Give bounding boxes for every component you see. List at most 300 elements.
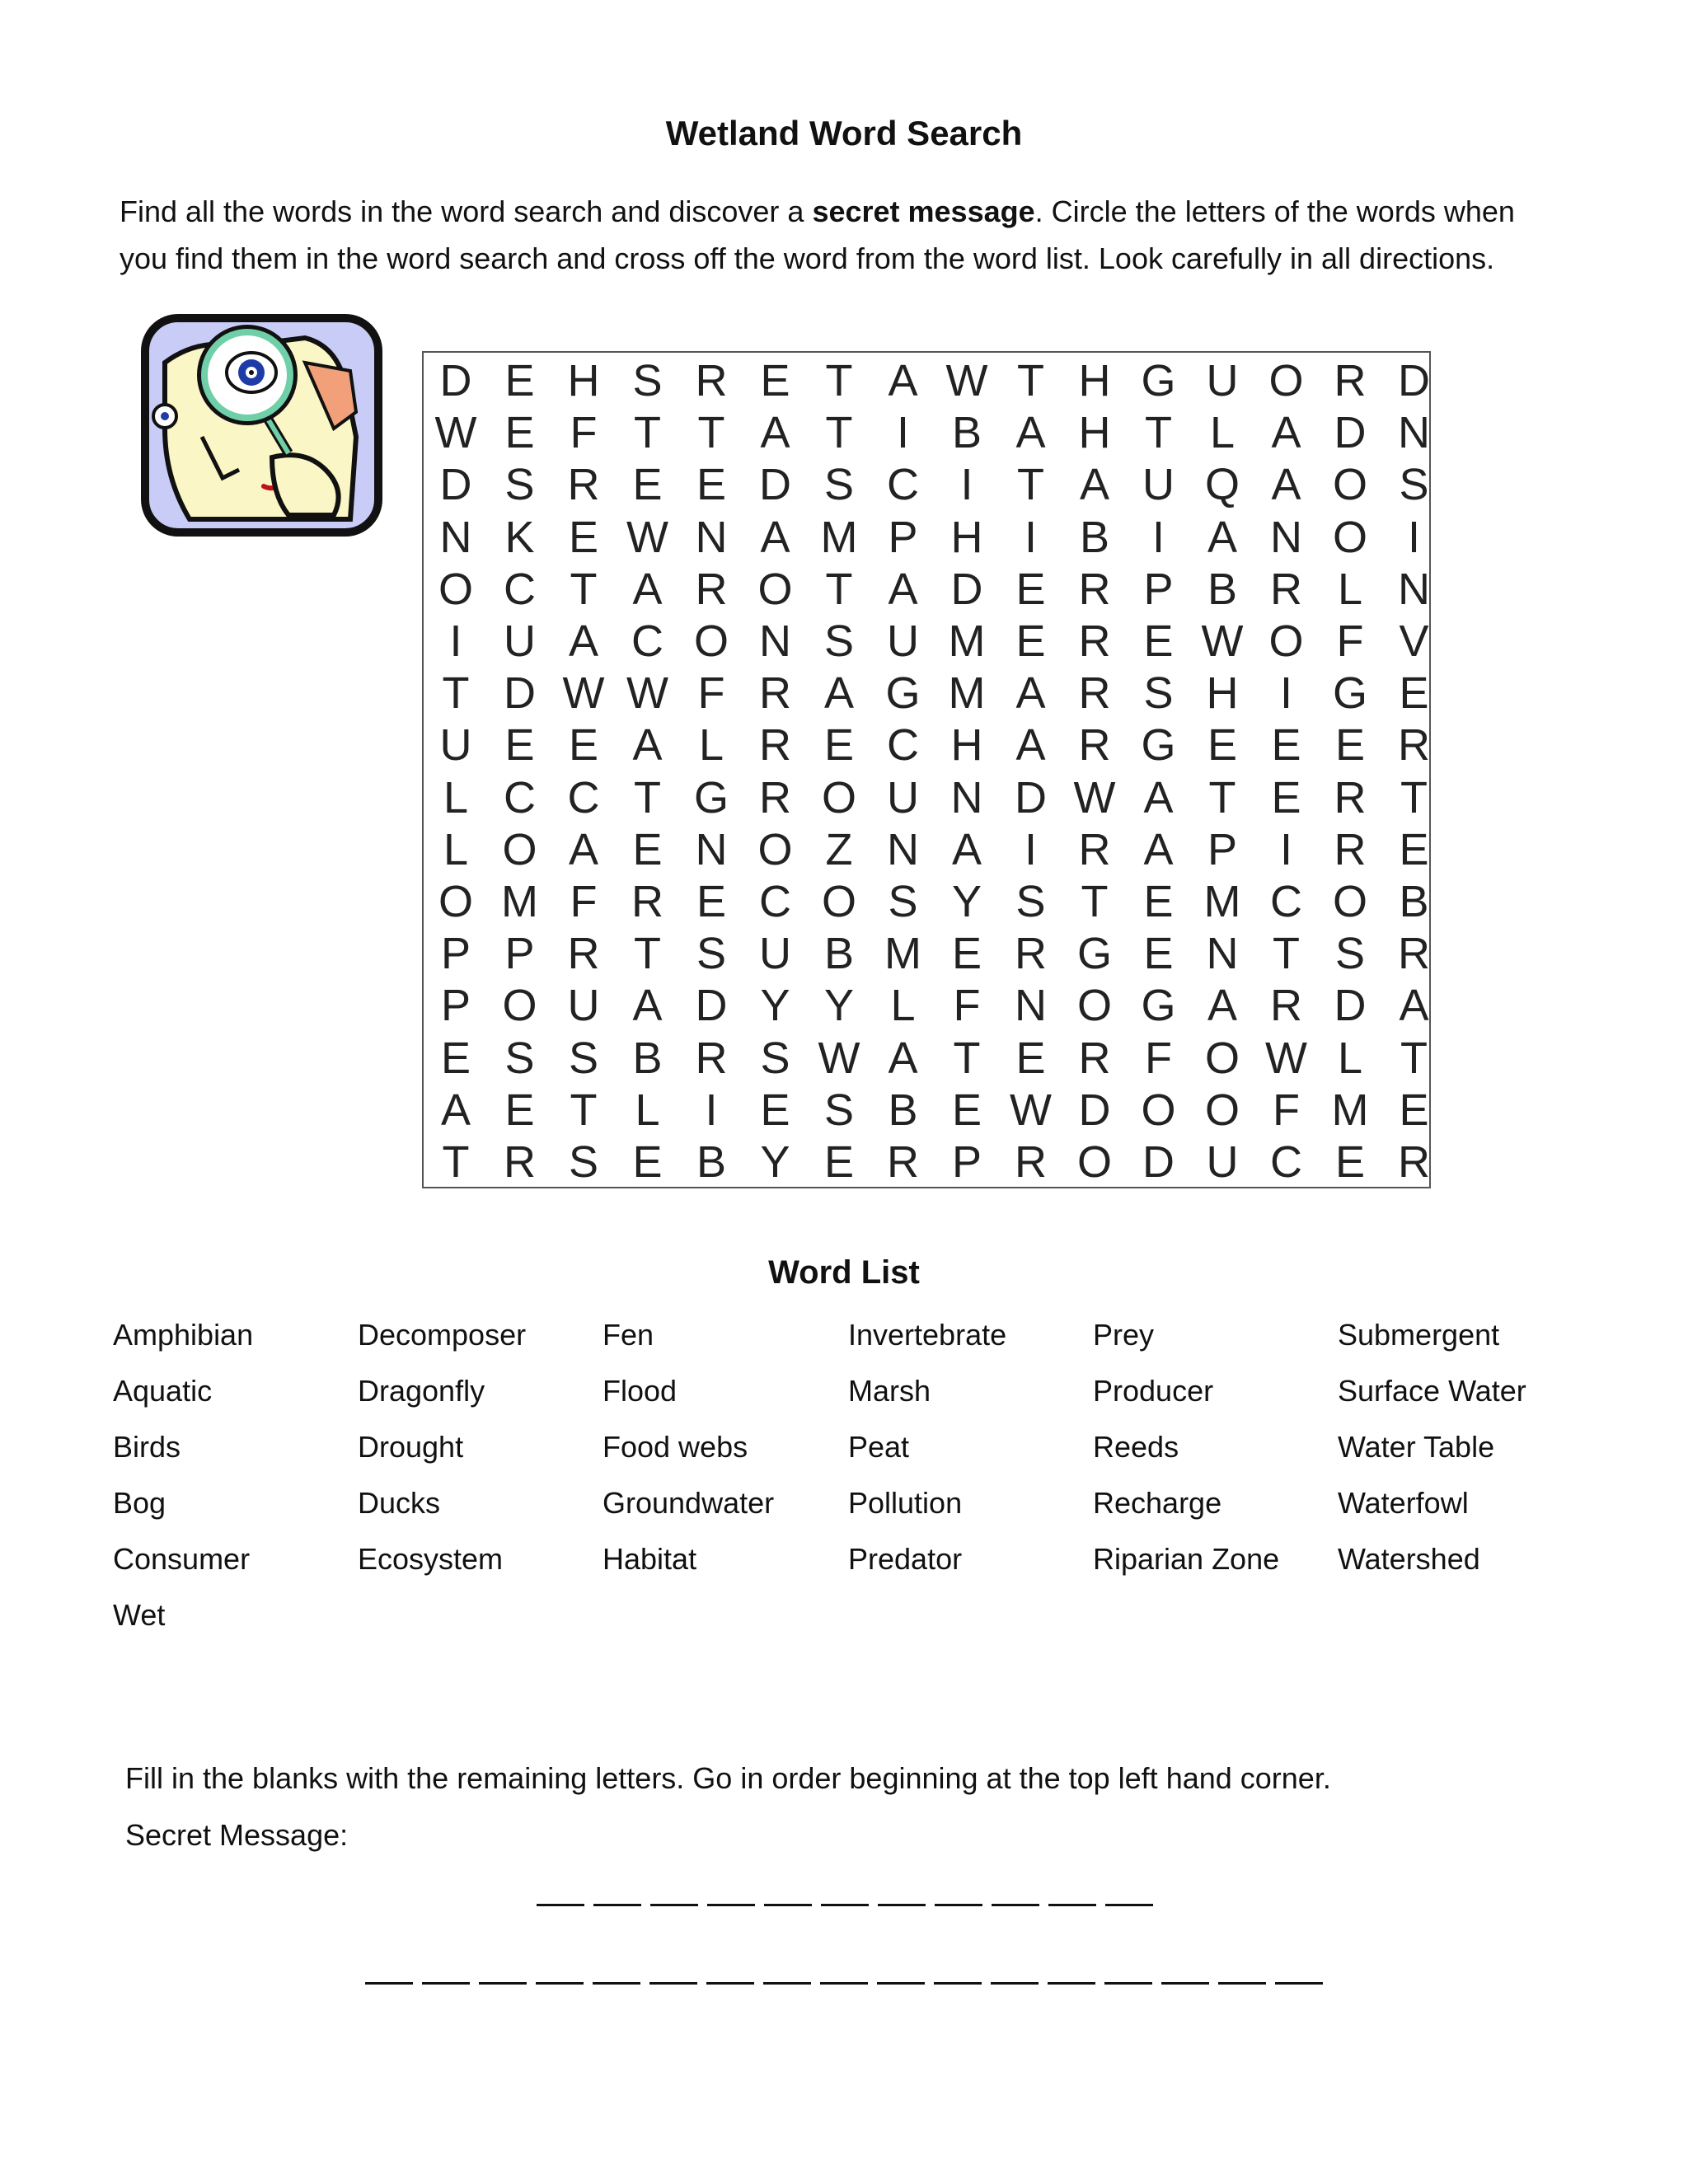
grid-letter[interactable]: E bbox=[568, 720, 599, 771]
grid-letter[interactable]: L bbox=[443, 772, 469, 823]
grid-letter[interactable]: A bbox=[632, 981, 663, 1031]
grid-letter[interactable]: A bbox=[1079, 460, 1110, 510]
grid-letter[interactable]: E bbox=[696, 877, 727, 926]
grid-letter[interactable]: E bbox=[632, 824, 663, 874]
grid-letter[interactable]: L bbox=[890, 981, 916, 1031]
word-list-item[interactable]: Marsh bbox=[848, 1374, 931, 1408]
grid-letter[interactable]: R bbox=[759, 668, 791, 719]
grid-letter[interactable]: N bbox=[759, 616, 791, 666]
secret-letter-blank[interactable] bbox=[706, 1982, 754, 1985]
grid-letter[interactable]: E bbox=[1399, 824, 1429, 874]
grid-letter[interactable]: H bbox=[1206, 668, 1239, 719]
grid-letter[interactable]: A bbox=[1399, 981, 1429, 1031]
grid-letter[interactable]: R bbox=[1398, 929, 1430, 979]
grid-letter[interactable]: E bbox=[1399, 1085, 1429, 1135]
grid-letter[interactable]: M bbox=[948, 668, 986, 719]
grid-letter[interactable]: E bbox=[951, 1085, 982, 1135]
grid-letter[interactable]: N bbox=[1015, 981, 1047, 1031]
grid-letter[interactable]: R bbox=[1398, 720, 1430, 771]
secret-letter-blank[interactable] bbox=[764, 1904, 812, 1906]
grid-letter[interactable]: V bbox=[1399, 616, 1429, 666]
secret-letter-blank[interactable] bbox=[650, 1904, 698, 1906]
word-list-item[interactable]: Birds bbox=[113, 1430, 181, 1464]
grid-letter[interactable]: R bbox=[567, 460, 600, 510]
grid-letter[interactable]: H bbox=[567, 356, 600, 405]
grid-letter[interactable]: E bbox=[1207, 720, 1238, 771]
grid-letter[interactable]: S bbox=[568, 1137, 599, 1187]
grid-letter[interactable]: B bbox=[888, 1085, 918, 1135]
grid-letter[interactable]: E bbox=[823, 720, 855, 771]
grid-letter[interactable]: S bbox=[1334, 929, 1366, 979]
grid-letter[interactable]: M bbox=[1331, 1085, 1369, 1135]
grid-letter[interactable]: T bbox=[1400, 1033, 1428, 1083]
grid-letter[interactable]: T bbox=[634, 408, 661, 458]
grid-letter[interactable]: M bbox=[820, 512, 858, 562]
grid-letter[interactable]: W bbox=[626, 512, 668, 562]
grid-letter[interactable]: R bbox=[1015, 929, 1047, 979]
word-list-item[interactable]: Submergent bbox=[1338, 1318, 1500, 1352]
grid-letter[interactable]: T bbox=[825, 564, 853, 614]
grid-letter[interactable]: E bbox=[1143, 929, 1174, 979]
grid-letter[interactable]: S bbox=[568, 1033, 599, 1083]
grid-letter[interactable]: T bbox=[1081, 877, 1109, 926]
secret-letter-blank[interactable] bbox=[821, 1904, 869, 1906]
grid-letter[interactable]: R bbox=[1078, 1033, 1111, 1083]
grid-letter[interactable]: O bbox=[1204, 1085, 1240, 1135]
secret-letter-blank[interactable] bbox=[1218, 1982, 1266, 1985]
grid-letter[interactable]: S bbox=[888, 877, 918, 926]
grid-letter[interactable]: A bbox=[1271, 408, 1301, 458]
grid-letter[interactable]: R bbox=[1334, 772, 1367, 823]
grid-letter[interactable]: N bbox=[695, 512, 728, 562]
secret-letter-blank[interactable] bbox=[593, 1982, 640, 1985]
word-list-item[interactable]: Recharge bbox=[1093, 1486, 1222, 1520]
secret-letter-blank[interactable] bbox=[1161, 1982, 1209, 1985]
grid-letter[interactable]: W bbox=[562, 668, 605, 719]
grid-letter[interactable]: N bbox=[1270, 512, 1302, 562]
grid-letter[interactable]: A bbox=[888, 356, 918, 405]
grid-letter[interactable]: A bbox=[760, 408, 790, 458]
word-list-item[interactable]: Habitat bbox=[603, 1542, 697, 1576]
grid-letter[interactable]: G bbox=[1076, 929, 1112, 979]
grid-letter[interactable]: T bbox=[825, 356, 853, 405]
grid-letter[interactable]: U bbox=[1206, 356, 1239, 405]
grid-letter[interactable]: P bbox=[888, 512, 918, 562]
word-list-item[interactable]: Reeds bbox=[1093, 1430, 1179, 1464]
grid-letter[interactable]: E bbox=[1271, 720, 1301, 771]
grid-letter[interactable]: O bbox=[1332, 460, 1367, 510]
grid-letter[interactable]: D bbox=[1015, 772, 1047, 823]
secret-letter-blank[interactable] bbox=[763, 1982, 811, 1985]
grid-letter[interactable]: R bbox=[1270, 564, 1302, 614]
word-list-item[interactable]: Wet bbox=[113, 1598, 166, 1632]
grid-letter[interactable]: U bbox=[1206, 1137, 1239, 1187]
grid-letter[interactable]: G bbox=[885, 668, 921, 719]
grid-letter[interactable]: A bbox=[1143, 772, 1174, 823]
grid-letter[interactable]: U bbox=[567, 981, 600, 1031]
grid-letter[interactable]: T bbox=[697, 408, 725, 458]
grid-letter[interactable]: C bbox=[504, 564, 536, 614]
grid-letter[interactable]: T bbox=[1017, 460, 1044, 510]
grid-letter[interactable]: Y bbox=[823, 981, 855, 1031]
grid-letter[interactable]: U bbox=[439, 720, 472, 771]
grid-letter[interactable]: R bbox=[759, 720, 791, 771]
grid-letter[interactable]: R bbox=[631, 877, 663, 926]
grid-letter[interactable]: R bbox=[1270, 981, 1302, 1031]
grid-letter[interactable]: M bbox=[948, 616, 986, 666]
grid-letter[interactable]: T bbox=[570, 1085, 598, 1135]
grid-letter[interactable]: S bbox=[823, 460, 855, 510]
grid-letter[interactable]: W bbox=[1265, 1033, 1307, 1083]
grid-letter[interactable]: N bbox=[887, 824, 919, 874]
secret-letter-blank[interactable] bbox=[536, 1982, 584, 1985]
grid-letter[interactable]: B bbox=[951, 408, 982, 458]
grid-letter[interactable]: A bbox=[951, 824, 982, 874]
grid-letter[interactable]: A bbox=[1143, 824, 1174, 874]
word-list-item[interactable]: Producer bbox=[1093, 1374, 1214, 1408]
secret-letter-blank[interactable] bbox=[649, 1982, 697, 1985]
word-list-item[interactable]: Groundwater bbox=[603, 1486, 775, 1520]
grid-letter[interactable]: E bbox=[1399, 668, 1429, 719]
grid-letter[interactable]: E bbox=[823, 1137, 855, 1187]
grid-letter[interactable]: R bbox=[759, 772, 791, 823]
grid-letter[interactable]: O bbox=[438, 877, 473, 926]
grid-letter[interactable]: S bbox=[1143, 668, 1174, 719]
grid-letter[interactable]: E bbox=[568, 512, 599, 562]
grid-letter[interactable]: T bbox=[442, 1137, 470, 1187]
grid-letter[interactable]: R bbox=[1078, 616, 1111, 666]
grid-letter[interactable]: D bbox=[759, 460, 791, 510]
grid-letter[interactable]: E bbox=[504, 408, 535, 458]
grid-letter[interactable]: U bbox=[887, 616, 919, 666]
word-list-item[interactable]: Prey bbox=[1093, 1318, 1155, 1352]
grid-letter[interactable]: A bbox=[1207, 512, 1238, 562]
grid-letter[interactable]: A bbox=[568, 616, 599, 666]
grid-letter[interactable]: N bbox=[695, 824, 728, 874]
word-list-item[interactable]: Pollution bbox=[848, 1486, 963, 1520]
grid-letter[interactable]: B bbox=[1207, 564, 1238, 614]
grid-letter[interactable]: S bbox=[504, 460, 535, 510]
grid-letter[interactable]: O bbox=[1268, 356, 1304, 405]
grid-letter[interactable]: S bbox=[504, 1033, 535, 1083]
grid-letter[interactable]: H bbox=[950, 720, 983, 771]
grid-letter[interactable]: O bbox=[1332, 512, 1367, 562]
grid-letter[interactable]: O bbox=[438, 564, 473, 614]
grid-letter[interactable]: N bbox=[439, 512, 472, 562]
word-list-item[interactable]: Surface Water bbox=[1338, 1374, 1526, 1408]
grid-letter[interactable]: O bbox=[1076, 981, 1112, 1031]
grid-letter[interactable]: G bbox=[1141, 356, 1176, 405]
grid-letter[interactable]: A bbox=[568, 824, 599, 874]
secret-letter-blank[interactable] bbox=[1048, 1982, 1095, 1985]
grid-letter[interactable]: D bbox=[504, 668, 536, 719]
grid-letter[interactable]: L bbox=[443, 824, 469, 874]
word-list-item[interactable]: Waterfowl bbox=[1338, 1486, 1469, 1520]
grid-letter[interactable]: C bbox=[887, 460, 919, 510]
grid-letter[interactable]: D bbox=[695, 981, 728, 1031]
grid-letter[interactable]: A bbox=[440, 1085, 471, 1135]
grid-letter[interactable]: U bbox=[759, 929, 791, 979]
grid-letter[interactable]: R bbox=[695, 356, 728, 405]
grid-letter[interactable]: E bbox=[1015, 1033, 1046, 1083]
grid-letter[interactable]: L bbox=[698, 720, 724, 771]
grid-letter[interactable]: T bbox=[442, 668, 470, 719]
grid-letter[interactable]: E bbox=[696, 460, 727, 510]
secret-letter-blank[interactable] bbox=[1275, 1982, 1323, 1985]
grid-letter[interactable]: P bbox=[440, 981, 471, 1031]
grid-letter[interactable]: A bbox=[632, 720, 663, 771]
grid-letter[interactable]: T bbox=[570, 564, 598, 614]
grid-letter[interactable]: E bbox=[632, 460, 663, 510]
grid-letter[interactable]: F bbox=[1336, 616, 1364, 666]
word-list-item[interactable]: Invertebrate bbox=[848, 1318, 1007, 1352]
grid-letter[interactable]: T bbox=[1145, 408, 1172, 458]
grid-letter[interactable]: T bbox=[825, 408, 853, 458]
grid-letter[interactable]: O bbox=[757, 564, 793, 614]
grid-letter[interactable]: A bbox=[823, 668, 855, 719]
grid-letter[interactable]: R bbox=[567, 929, 600, 979]
secret-letter-blank[interactable] bbox=[878, 1904, 926, 1906]
grid-letter[interactable]: R bbox=[695, 1033, 728, 1083]
grid-letter[interactable]: T bbox=[634, 772, 661, 823]
grid-letter[interactable]: N bbox=[1206, 929, 1239, 979]
grid-letter[interactable]: D bbox=[1334, 408, 1367, 458]
secret-letter-blank[interactable] bbox=[820, 1982, 868, 1985]
grid-letter[interactable]: R bbox=[1078, 668, 1111, 719]
grid-letter[interactable]: E bbox=[632, 1137, 663, 1187]
grid-letter[interactable]: I bbox=[705, 1085, 718, 1135]
grid-letter[interactable]: Q bbox=[1204, 460, 1240, 510]
grid-letter[interactable]: O bbox=[821, 772, 856, 823]
word-list-item[interactable]: Bog bbox=[113, 1486, 166, 1520]
grid-letter[interactable]: N bbox=[1398, 564, 1430, 614]
grid-letter[interactable]: W bbox=[1201, 616, 1244, 666]
grid-letter[interactable]: T bbox=[953, 1033, 981, 1083]
grid-letter[interactable]: D bbox=[439, 460, 472, 510]
grid-letter[interactable]: Z bbox=[825, 824, 853, 874]
grid-letter[interactable]: P bbox=[1143, 564, 1174, 614]
grid-letter[interactable]: O bbox=[693, 616, 729, 666]
grid-letter[interactable]: F bbox=[570, 877, 598, 926]
grid-letter[interactable]: I bbox=[1024, 824, 1037, 874]
grid-letter[interactable]: D bbox=[1142, 1137, 1175, 1187]
grid-letter[interactable]: W bbox=[945, 356, 988, 405]
grid-letter[interactable]: S bbox=[1399, 460, 1429, 510]
word-list-item[interactable]: Watershed bbox=[1338, 1542, 1480, 1576]
grid-letter[interactable]: E bbox=[760, 1085, 790, 1135]
word-list-item[interactable]: Consumer bbox=[113, 1542, 251, 1576]
grid-letter[interactable]: W bbox=[1010, 1085, 1052, 1135]
grid-letter[interactable]: S bbox=[1015, 877, 1046, 926]
grid-letter[interactable]: I bbox=[1279, 824, 1292, 874]
word-list-item[interactable]: Dragonfly bbox=[358, 1374, 485, 1408]
grid-letter[interactable]: R bbox=[1078, 824, 1111, 874]
grid-letter[interactable]: T bbox=[1400, 772, 1428, 823]
grid-letter[interactable]: A bbox=[760, 512, 790, 562]
grid-letter[interactable]: Y bbox=[951, 877, 982, 926]
grid-letter[interactable]: F bbox=[1145, 1033, 1172, 1083]
grid-letter[interactable]: M bbox=[884, 929, 921, 979]
grid-letter[interactable]: H bbox=[950, 512, 983, 562]
grid-letter[interactable]: I bbox=[449, 616, 462, 666]
grid-letter[interactable]: K bbox=[504, 512, 535, 562]
grid-letter[interactable]: R bbox=[1078, 564, 1111, 614]
grid-letter[interactable]: R bbox=[887, 1137, 919, 1187]
grid-letter[interactable]: A bbox=[1207, 981, 1238, 1031]
grid-letter[interactable]: R bbox=[1398, 1137, 1430, 1187]
grid-letter[interactable]: I bbox=[1279, 668, 1292, 719]
grid-letter[interactable]: U bbox=[504, 616, 536, 666]
grid-letter[interactable]: A bbox=[888, 564, 918, 614]
word-list-item[interactable]: Food webs bbox=[603, 1430, 748, 1464]
grid-letter[interactable]: E bbox=[1334, 720, 1366, 771]
grid-letter[interactable]: I bbox=[1024, 512, 1037, 562]
grid-letter[interactable]: I bbox=[1407, 512, 1420, 562]
grid-letter[interactable]: S bbox=[696, 929, 727, 979]
grid-letter[interactable]: D bbox=[1398, 356, 1430, 405]
grid-letter[interactable]: C bbox=[759, 877, 791, 926]
grid-letter[interactable]: C bbox=[567, 772, 600, 823]
grid-letter[interactable]: L bbox=[635, 1085, 660, 1135]
grid-letter[interactable]: A bbox=[1015, 408, 1046, 458]
secret-letter-blank[interactable] bbox=[365, 1982, 413, 1985]
grid-letter[interactable]: E bbox=[504, 356, 535, 405]
secret-letter-blank[interactable] bbox=[1104, 1982, 1152, 1985]
grid-letter[interactable]: N bbox=[1398, 408, 1430, 458]
grid-letter[interactable]: A bbox=[1015, 668, 1046, 719]
grid-letter[interactable]: U bbox=[887, 772, 919, 823]
grid-letter[interactable]: I bbox=[1151, 512, 1165, 562]
grid-letter[interactable]: O bbox=[1268, 616, 1304, 666]
word-list-item[interactable]: Peat bbox=[848, 1430, 910, 1464]
grid-letter[interactable]: G bbox=[1141, 720, 1176, 771]
grid-letter[interactable]: E bbox=[1271, 772, 1301, 823]
grid-letter[interactable]: A bbox=[888, 1033, 918, 1083]
grid-letter[interactable]: E bbox=[951, 929, 982, 979]
grid-letter[interactable]: B bbox=[823, 929, 855, 979]
grid-letter[interactable]: E bbox=[1015, 564, 1046, 614]
grid-letter[interactable]: S bbox=[760, 1033, 790, 1083]
grid-letter[interactable]: R bbox=[1015, 1137, 1047, 1187]
grid-letter[interactable]: F bbox=[1273, 1085, 1300, 1135]
secret-letter-blank[interactable] bbox=[422, 1982, 470, 1985]
grid-letter[interactable]: W bbox=[434, 408, 477, 458]
grid-letter[interactable]: G bbox=[1332, 668, 1367, 719]
grid-letter[interactable]: B bbox=[696, 1137, 727, 1187]
grid-letter[interactable]: O bbox=[757, 824, 793, 874]
secret-letter-blank[interactable] bbox=[1048, 1904, 1096, 1906]
grid-letter[interactable]: R bbox=[1078, 720, 1111, 771]
grid-letter[interactable]: P bbox=[1207, 824, 1238, 874]
secret-letter-blank[interactable] bbox=[479, 1982, 527, 1985]
grid-letter[interactable]: F bbox=[697, 668, 725, 719]
grid-letter[interactable]: Y bbox=[760, 1137, 790, 1187]
grid-letter[interactable]: I bbox=[896, 408, 909, 458]
grid-letter[interactable]: D bbox=[950, 564, 983, 614]
grid-letter[interactable]: B bbox=[1399, 877, 1429, 926]
secret-letter-blank[interactable] bbox=[991, 1982, 1039, 1985]
grid-letter[interactable]: N bbox=[950, 772, 983, 823]
grid-letter[interactable]: Y bbox=[760, 981, 790, 1031]
grid-letter[interactable]: F bbox=[953, 981, 981, 1031]
grid-letter[interactable]: W bbox=[818, 1033, 860, 1083]
grid-letter[interactable]: R bbox=[504, 1137, 536, 1187]
grid-letter[interactable]: E bbox=[1015, 616, 1046, 666]
grid-letter[interactable]: S bbox=[632, 356, 663, 405]
grid-letter[interactable]: T bbox=[1208, 772, 1236, 823]
grid-letter[interactable]: T bbox=[1017, 356, 1044, 405]
grid-letter[interactable]: S bbox=[823, 1085, 855, 1135]
grid-letter[interactable]: D bbox=[439, 356, 472, 405]
grid-letter[interactable]: C bbox=[631, 616, 663, 666]
grid-letter[interactable]: O bbox=[1141, 1085, 1176, 1135]
secret-letter-blank[interactable] bbox=[1105, 1904, 1153, 1906]
secret-letter-blank[interactable] bbox=[537, 1904, 584, 1906]
grid-letter[interactable]: R bbox=[1334, 824, 1367, 874]
grid-letter[interactable]: G bbox=[1141, 981, 1176, 1031]
word-list-item[interactable]: Aquatic bbox=[113, 1374, 213, 1408]
word-list-item[interactable]: Decomposer bbox=[358, 1318, 527, 1352]
grid-letter[interactable]: E bbox=[504, 720, 535, 771]
grid-letter[interactable]: O bbox=[821, 877, 856, 926]
secret-letter-blank[interactable] bbox=[992, 1904, 1039, 1906]
grid-letter[interactable]: M bbox=[501, 877, 538, 926]
grid-letter[interactable]: P bbox=[951, 1137, 982, 1187]
secret-letter-blank[interactable] bbox=[593, 1904, 641, 1906]
grid-letter[interactable]: T bbox=[1273, 929, 1300, 979]
grid-letter[interactable]: I bbox=[960, 460, 973, 510]
grid-letter[interactable]: O bbox=[1204, 1033, 1240, 1083]
grid-letter[interactable]: B bbox=[632, 1033, 663, 1083]
grid-letter[interactable]: R bbox=[695, 564, 728, 614]
word-list-item[interactable]: Amphibian bbox=[113, 1318, 254, 1352]
grid-letter[interactable]: D bbox=[1334, 981, 1367, 1031]
word-list-item[interactable]: Ducks bbox=[358, 1486, 441, 1520]
secret-letter-blank[interactable] bbox=[707, 1904, 755, 1906]
grid-letter[interactable]: O bbox=[1076, 1137, 1112, 1187]
word-list-item[interactable]: Flood bbox=[603, 1374, 678, 1408]
grid-letter[interactable]: O bbox=[502, 824, 537, 874]
grid-letter[interactable]: M bbox=[1203, 877, 1241, 926]
grid-letter[interactable]: O bbox=[502, 981, 537, 1031]
word-list-item[interactable]: Drought bbox=[358, 1430, 464, 1464]
grid-letter[interactable]: C bbox=[504, 772, 536, 823]
word-list-item[interactable]: Predator bbox=[848, 1542, 963, 1576]
grid-letter[interactable]: S bbox=[823, 616, 855, 666]
grid-letter[interactable]: L bbox=[1209, 408, 1236, 458]
grid-letter[interactable]: C bbox=[887, 720, 919, 771]
grid-letter[interactable]: A bbox=[1015, 720, 1046, 771]
secret-letter-blank[interactable] bbox=[877, 1982, 925, 1985]
grid-letter[interactable]: B bbox=[1079, 512, 1110, 562]
grid-letter[interactable]: E bbox=[1143, 877, 1174, 926]
grid-letter[interactable]: E bbox=[440, 1033, 471, 1083]
secret-letter-blank[interactable] bbox=[935, 1904, 982, 1906]
grid-letter[interactable]: A bbox=[632, 564, 663, 614]
grid-letter[interactable]: C bbox=[1270, 1137, 1302, 1187]
grid-letter[interactable]: W bbox=[626, 668, 668, 719]
word-list-item[interactable]: Riparian Zone bbox=[1093, 1542, 1280, 1576]
grid-letter[interactable]: P bbox=[440, 929, 471, 979]
grid-letter[interactable]: E bbox=[1334, 1137, 1366, 1187]
grid-letter[interactable]: E bbox=[760, 356, 790, 405]
grid-letter[interactable]: F bbox=[570, 408, 598, 458]
grid-letter[interactable]: A bbox=[1271, 460, 1301, 510]
grid-letter[interactable]: C bbox=[1270, 877, 1302, 926]
grid-letter[interactable]: L bbox=[1337, 564, 1363, 614]
grid-letter[interactable]: H bbox=[1078, 408, 1111, 458]
grid-letter[interactable]: U bbox=[1142, 460, 1175, 510]
